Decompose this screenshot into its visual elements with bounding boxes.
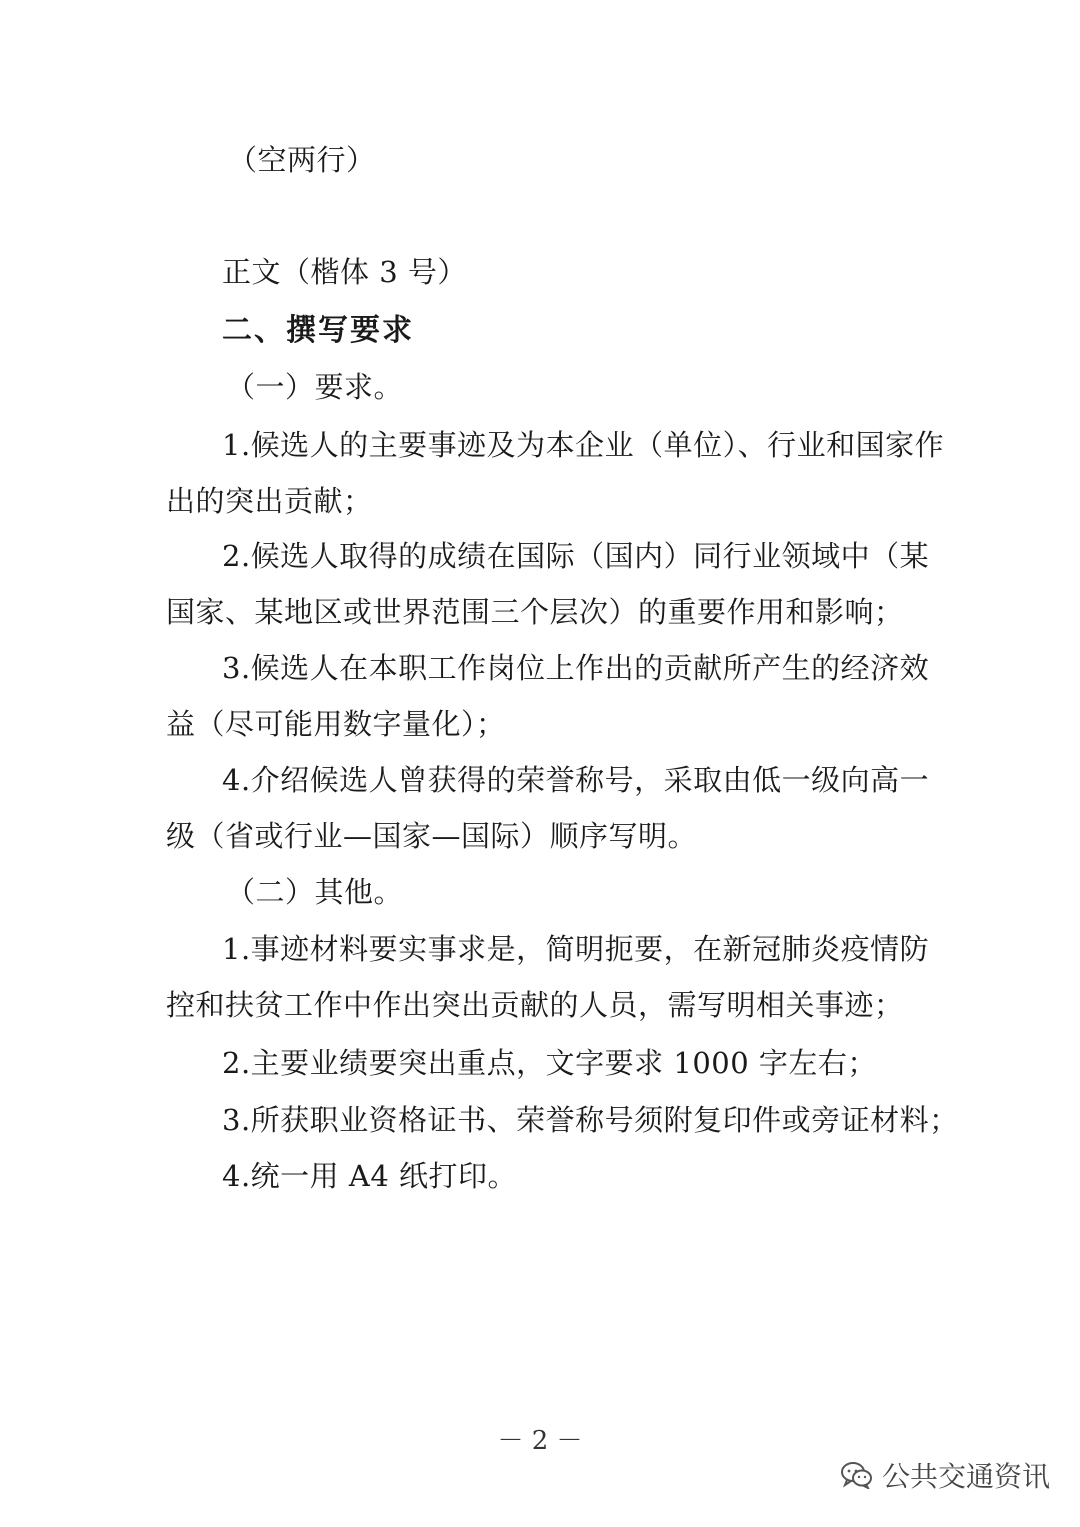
requirement-4-line-1: 4.介绍候选人曾获得的荣誉称号，采取由低一级向高一 — [222, 763, 930, 797]
requirement-3-line-1: 3.候选人在本职工作岗位上作出的贡献所产生的经济效 — [222, 651, 930, 685]
sub-heading-requirements: （一）要求。 — [226, 370, 404, 404]
watermark — [840, 1455, 1050, 1495]
requirement-2-line-2: 国家、某地区或世界范围三个层次）的重要作用和影响； — [166, 595, 904, 629]
watermark-text: 公共交通资讯 — [882, 1460, 1051, 1493]
page-number: － 2 － — [497, 1426, 583, 1456]
other-1-line-2: 控和扶贫工作中作出突出贡献的人员，需写明相关事迹； — [166, 988, 904, 1022]
wechat-icon — [840, 1461, 874, 1489]
requirement-3-line-2: 益（尽可能用数字量化）； — [166, 707, 506, 741]
other-4: 4.统一用 A4 纸打印。 — [222, 1159, 517, 1193]
other-3: 3.所获职业资格证书、荣誉称号须附复印件或旁证材料； — [222, 1103, 959, 1137]
requirement-1-line-1: 1.候选人的主要事迹及为本企业（单位）、行业和国家作 — [222, 428, 945, 462]
section-heading: 二、撰写要求 — [222, 313, 414, 348]
body-font-note: 正文（楷体 3 号） — [222, 255, 467, 289]
other-2: 2.主要业绩要突出重点，文字要求 1000 字左右； — [222, 1046, 877, 1080]
requirement-1-line-2: 出的突出贡献； — [166, 484, 373, 518]
blank-lines-note: （空两行） — [228, 143, 376, 177]
sub-heading-other: （二）其他。 — [226, 875, 404, 909]
requirement-4-line-2: 级（省或行业—国家—国际）顺序写明。 — [166, 819, 698, 853]
requirement-2-line-1: 2.候选人取得的成绩在国际（国内）同行业领域中（某 — [222, 539, 930, 573]
other-1-line-1: 1.事迹材料要实事求是，简明扼要，在新冠肺炎疫情防 — [222, 932, 930, 966]
